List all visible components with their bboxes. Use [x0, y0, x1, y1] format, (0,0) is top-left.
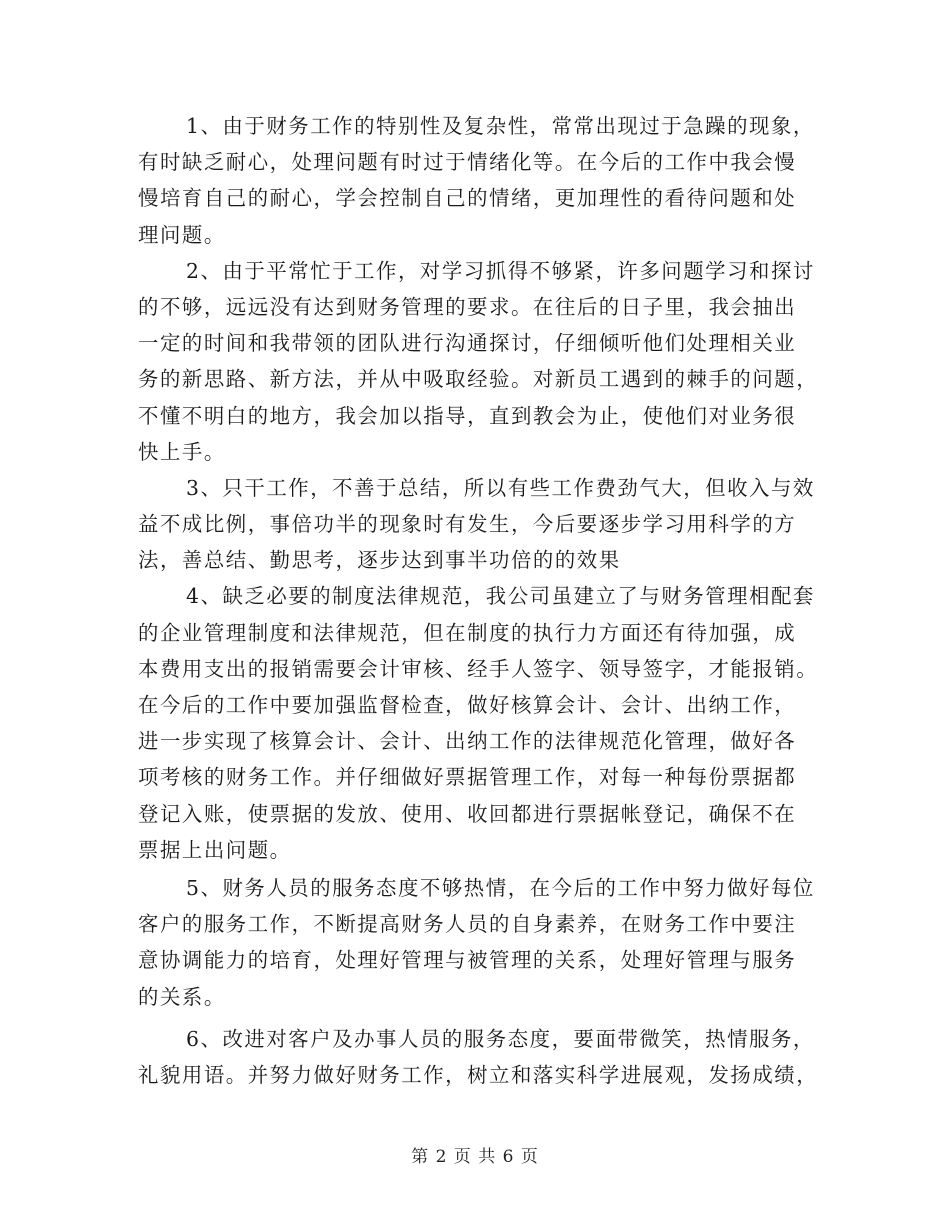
- paragraph-line: 益不成比例，事倍功半的现象时有发生，今后要逐步学习用科学的方: [138, 512, 797, 537]
- paragraph-line: 理问题。: [138, 222, 226, 247]
- paragraph-line: 慢培育自己的耐心，学会控制自己的情绪，更加理性的看待问题和处: [138, 186, 797, 211]
- paragraph-6: [138, 1021, 819, 1093]
- paragraph-line: 法，善总结、勤思考，逐步达到事半功倍的的效果: [138, 548, 621, 573]
- paragraph-line: 票据上出问题。: [138, 837, 292, 862]
- paragraph-4: [138, 578, 819, 868]
- paragraph-1: [138, 108, 814, 253]
- paragraph-2: [138, 253, 819, 470]
- paragraph-line: 1、由于财务工作的特别性及复杂性，常常出现过于急躁的现象，: [186, 114, 815, 138]
- paragraph-line: 在今后的工作中要加强监督检查，做好核算会计、会计、出纳工作，: [138, 693, 797, 717]
- paragraph-line: 的企业管理制度和法律规范，但在制度的执行力方面还有待加强，成: [138, 620, 797, 645]
- paragraph-line: 6、改进对客户及办事人员的服务态度，要面带微笑，热情服务，: [186, 1026, 815, 1051]
- paragraph-line: 的关系。: [138, 984, 226, 1009]
- paragraph-line: 2、由于平常忙于工作，对学习抓得不够紧，许多问题学习和探讨: [186, 258, 815, 283]
- paragraph-line: 3、只干工作，不善于总结，所以有些工作费劲气大，但收入与效: [186, 475, 815, 500]
- paragraph-line: 登记入账，使票据的发放、使用、收回都进行票据帐登记，确保不在: [138, 801, 797, 826]
- paragraph-line: 意协调能力的培育，处理好管理与被管理的关系，处理好管理与服务: [138, 948, 797, 973]
- paragraph-line: 一定的时间和我带领的团队进行沟通探讨，仔细倾听他们处理相关业: [138, 331, 797, 356]
- paragraph-line: 5、财务人员的服务态度不够热情，在今后的工作中努力做好每位: [186, 875, 815, 900]
- paragraph-line: 不懂不明白的地方，我会加以指导，直到教会为止，使他们对业务很: [138, 403, 797, 428]
- paragraph-line: 进一步实现了核算会计、会计、出纳工作的法律规范化管理，做好各: [138, 729, 797, 754]
- paragraph-line: 务的新思路、新方法，并从中吸取经验。对新员工遇到的棘手的问题，: [138, 367, 819, 392]
- paragraph-line: 快上手。: [138, 439, 226, 464]
- paragraph-line: 的不够，远远没有达到财务管理的要求。在往后的日子里，我会抽出: [138, 294, 797, 319]
- paragraph-5: [138, 870, 814, 1015]
- paragraph-line: 客户的服务工作，不断提高财务人员的自身素养，在财务工作中要注: [138, 912, 797, 937]
- page-number-footer: 第 2 页 共 6 页: [411, 1147, 539, 1167]
- paragraph-line: 有时缺乏耐心，处理问题有时过于情绪化等。在今后的工作中我会慢: [138, 150, 797, 175]
- paragraph-line: 项考核的财务工作。并仔细做好票据管理工作，对每一种每份票据都: [138, 765, 797, 790]
- paragraph-3: [138, 470, 814, 579]
- paragraph-line: 本费用支出的报销需要会计审核、经手人签字、领导签字，才能报销。: [138, 656, 819, 681]
- paragraph-line: 4、缺乏必要的制度法律规范，我公司虽建立了与财务管理相配套: [186, 584, 815, 609]
- document-body: [138, 108, 819, 1093]
- paragraph-line: 礼貌用语。并努力做好财务工作，树立和落实科学进展观，发扬成绩，: [138, 1062, 819, 1087]
